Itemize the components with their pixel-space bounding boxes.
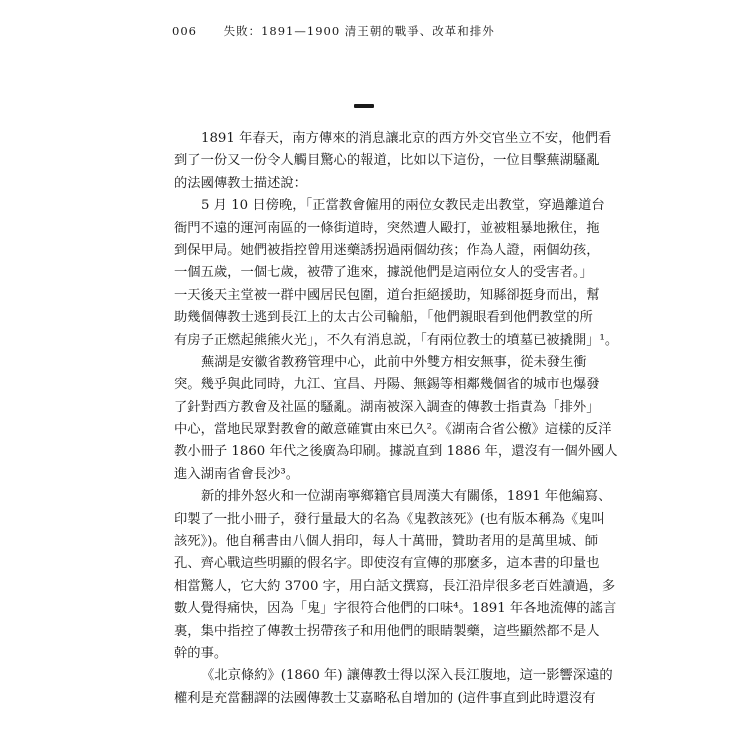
text-line: 一個五歲，一個七歲，被帶了進來，據説他們是這兩位女人的受害者。」 — [174, 265, 593, 281]
text-line: 一天後天主堂被一群中國居民包圍，道台拒絕援助，知縣卻挺身而出，幫 — [174, 287, 600, 303]
text-line: 權利是充當翻譯的法國傳教士艾嘉略私自增加的 (這件事直到此時還沒有 — [174, 690, 596, 706]
running-header — [172, 23, 572, 41]
text-line: 衙門不遠的運河南區的一條街道時，突然遭人毆打，並被粗暴地揪住，拖 — [174, 220, 600, 236]
text-line: 了針對西方教會及社區的騷亂。湖南被深入調查的傳教士指責為「排外」 — [174, 399, 600, 415]
text-line: 印製了一批小冊子，發行量最大的名為《鬼教該死》(也有版本稱為《鬼叫 — [174, 511, 605, 527]
running-title: 失敗：1891—1900 清王朝的戰爭、改革和排外 — [223, 24, 495, 38]
text-line: 到保甲局。她們被指控曾用迷藥誘拐過兩個幼孩；作為人證，兩個幼孩， — [174, 242, 600, 258]
text-line: 孔、齊心戰這些明顯的假名字。即使沒有宣傳的那麼多，這本書的印量也 — [174, 556, 600, 572]
text-line: 5 月 10 日傍晚，「正當教會僱用的兩位女教民走出教堂，穿過離道台 — [201, 198, 605, 214]
text-line: 數人覺得痛快，因為「鬼」字很符合他們的口味⁴。1891 年各地流傳的謠言 — [174, 601, 617, 617]
text-line: 1891 年春天，南方傳來的消息讓北京的西方外交官坐立不安，他們看 — [201, 131, 612, 146]
text-line: 新的排外怒火和一位湖南寧鄉籍官員周漢大有關係，1891 年他編寫、 — [201, 489, 612, 505]
text-line: 蕪湖是安徽省教務管理中心，此前中外雙方相安無事，從未發生衝 — [201, 354, 587, 370]
text-line: 助幾個傳教士逃到長江上的太古公司輪船，「他們親眼看到他們教堂的所 — [174, 310, 593, 326]
text-line: 該死》)。他自稱書由八個人捐印，每人十萬冊，贊助者用的是萬里城、師 — [174, 534, 599, 550]
body-text — [174, 128, 619, 710]
section-number-mark — [354, 104, 374, 108]
text-line: 教小冊子 1860 年代之後廣為印刷。據説直到 1886 年，還沒有一個外國人 — [174, 444, 618, 460]
text-line: 突。幾乎與此同時，九江、宜昌、丹陽、無錫等相鄰幾個省的城市也爆發 — [174, 377, 600, 393]
text-line: 相當驚人，它大約 3700 字，用白話文撰寫，長江沿岸很多老百姓讀過，多 — [174, 578, 616, 594]
text-line: 的法國傳教士描述說： — [174, 175, 307, 191]
text-line: 到了一份又一份令人觸目驚心的報道，比如以下這份，一位目擊蕪湖騷亂 — [174, 153, 600, 169]
text-line: 《北京條約》(1860 年) 讓傳教士得以深入長江腹地，這一影響深遠的 — [201, 668, 613, 684]
text-line: 裏，集中指控了傳教士拐帶孩子和用他們的眼睛製藥，這些顯然都不是人 — [174, 623, 600, 639]
text-line: 有房子正燃起熊熊火光」，不久有消息説，「有兩位教士的墳墓已被撬開」¹。 — [174, 332, 619, 348]
text-line: 幹的事。 — [174, 645, 228, 661]
text-line: 中心，當地民眾對教會的敵意確實由來已久²。《湖南合省公檄》這樣的反洋 — [174, 422, 612, 438]
page-number: 006 — [172, 24, 197, 38]
text-line: 進入湖南省會長沙³。 — [174, 466, 300, 482]
